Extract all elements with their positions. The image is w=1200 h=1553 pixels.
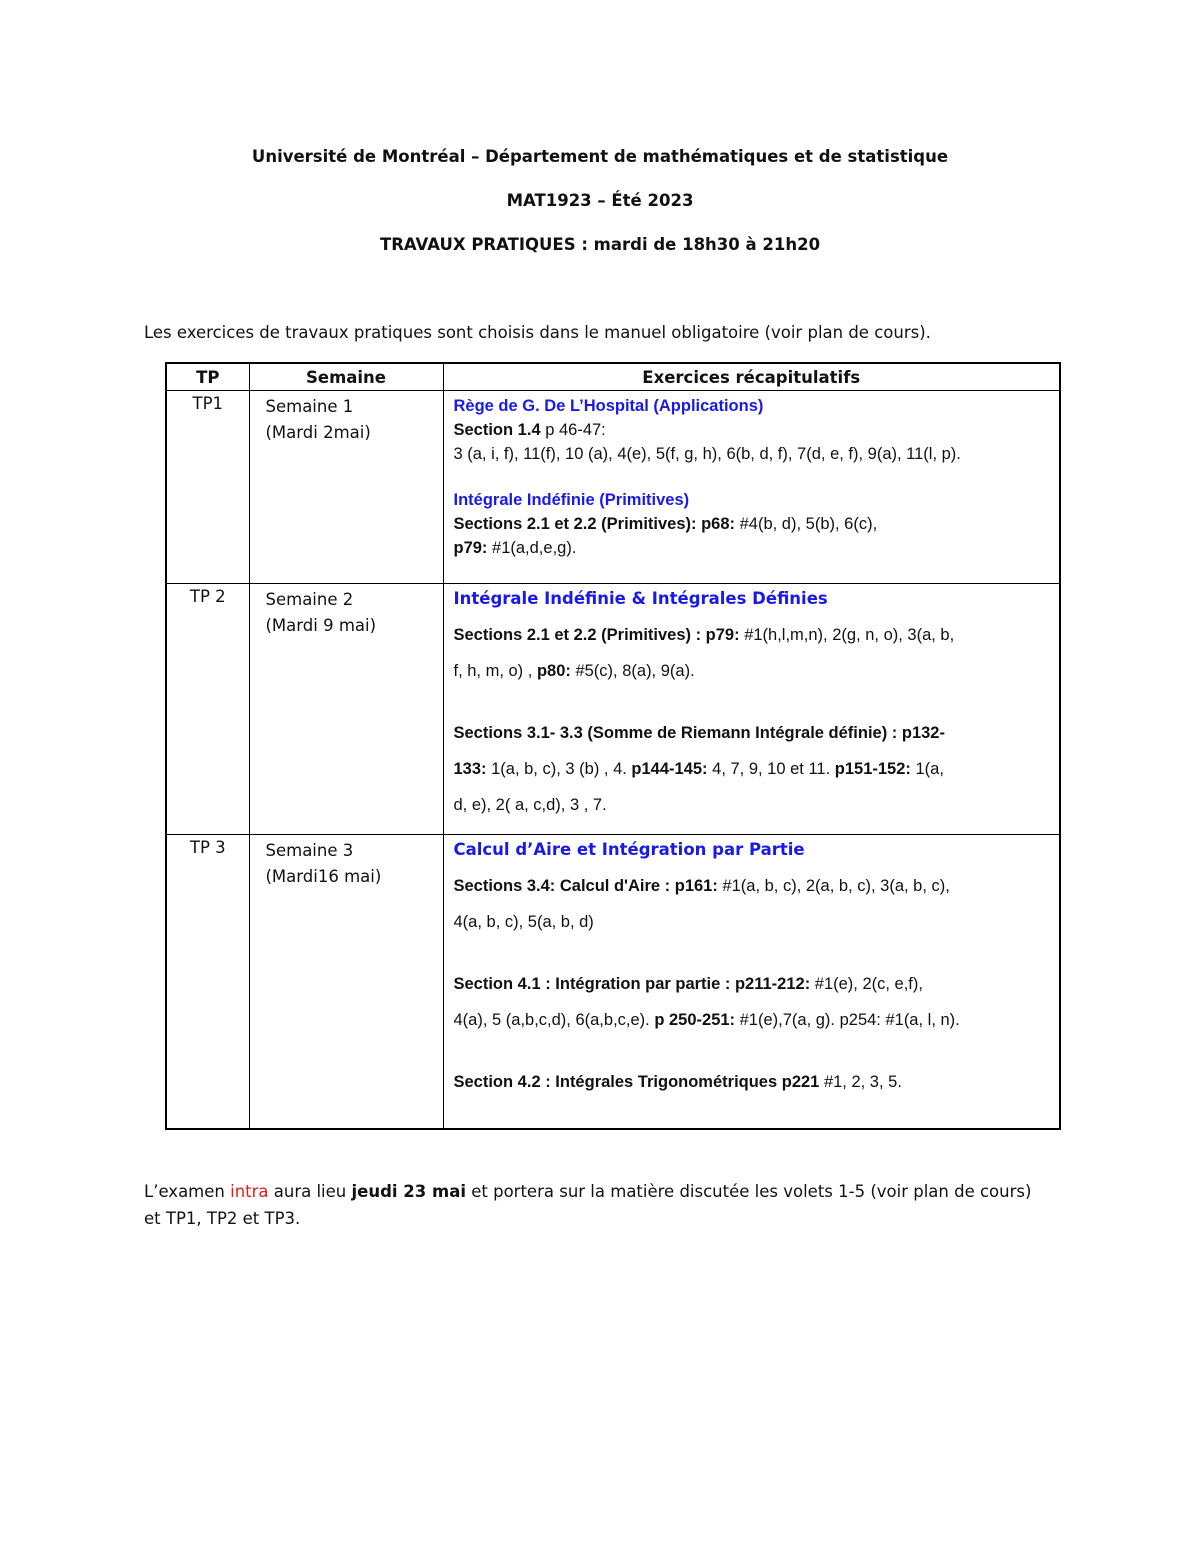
- page-ref: p151-152:: [834, 759, 911, 778]
- exam-date: jeudi 23 mai: [351, 1182, 466, 1201]
- exercises-cell: [443, 834, 1060, 1129]
- section-ref: Section 1.4: [453, 420, 541, 439]
- week-label: Semaine 1: [265, 396, 354, 416]
- header-semaine: Semaine: [249, 363, 443, 390]
- exercise-list: 4(a), 5 (a,b,c,d), 6(a,b,c,e).: [453, 1010, 655, 1029]
- exercises-table: [165, 362, 1061, 1130]
- week-cell: [249, 583, 443, 834]
- week-cell: [249, 834, 443, 1129]
- table-row: [166, 390, 1060, 583]
- exam-text: L’examen: [144, 1182, 231, 1201]
- topic-title: Intégrale Indéfinie & Intégrales Définies: [453, 588, 828, 608]
- exercise-list: 3 (a, i, f), 11(f), 10 (a), 4(e), 5(f, g, h), 6(b, d, f), 7(d, e, f), 9(a), 11(l, p).: [453, 444, 961, 463]
- page-ref: 133:: [453, 759, 487, 778]
- week-date: (Mardi 9 mai): [265, 615, 377, 635]
- exercises-cell: [443, 390, 1060, 583]
- section-ref: Section 4.1 : Intégration par partie : p211-212:: [453, 974, 811, 993]
- exam-text: et portera sur la matière discutée les volets 1-5 (voir plan de cours) et TP1, TP2 et TP3.: [144, 1182, 1032, 1228]
- week-date: (Mardi 2mai): [265, 422, 371, 442]
- header-course: MAT1923 – Été 2023: [506, 191, 694, 210]
- exercise-list: #1(h,l,m,n), 2(g, n, o), 3(a, b,: [739, 625, 955, 644]
- topic-title: Calcul d’Aire et Intégration par Partie: [453, 839, 805, 859]
- intro-paragraph: Les exercices de travaux pratiques sont choisis dans le manuel obligatoire (voir plan de cours).: [144, 323, 931, 342]
- exercise-list: 4, 7, 9, 10 et 11.: [707, 759, 835, 778]
- exercises-cell: [443, 583, 1060, 834]
- header-schedule: TRAVAUX PRATIQUES : mardi de 18h30 à 21h20: [379, 235, 821, 254]
- header-tp: TP: [166, 363, 249, 390]
- table-header-row: [166, 363, 1060, 390]
- exercise-list: 1(a,: [910, 759, 944, 778]
- week-label: Semaine 3: [265, 840, 354, 860]
- table-row: [166, 834, 1060, 1129]
- exercise-list: #1(e), 2(c, e,f),: [810, 974, 923, 993]
- pages-ref: p 46-47:: [540, 420, 606, 439]
- exercise-list: f, h, m, o) ,: [453, 661, 537, 680]
- exercise-list: d, e), 2( a, c,d), 3 , 7.: [453, 795, 607, 814]
- exercise-list: #1(e),7(a, g). p254: #1(a, l, n).: [735, 1010, 960, 1029]
- header-exercices: Exercices récapitulatifs: [443, 363, 1060, 390]
- section-ref: Sections 2.1 et 2.2 (Primitives) : p79:: [453, 625, 740, 644]
- exam-paragraph: [144, 1178, 1044, 1232]
- exercise-list: #5(c), 8(a), 9(a).: [570, 661, 695, 680]
- exam-text: aura lieu: [268, 1182, 352, 1201]
- tp-cell: TP1: [166, 390, 249, 583]
- page-ref: p144-145:: [631, 759, 708, 778]
- section-ref: Sections 2.1 et 2.2 (Primitives): p68:: [453, 514, 736, 533]
- exercise-list: #1(a,d,e,g).: [487, 538, 577, 557]
- section-ref: Sections 3.4: Calcul d'Aire : p161:: [453, 876, 718, 895]
- tp-cell: TP 3: [166, 834, 249, 1129]
- page-ref: p 250-251:: [654, 1010, 736, 1029]
- exercise-list: #1, 2, 3, 5.: [819, 1072, 902, 1091]
- week-label: Semaine 2: [265, 589, 354, 609]
- exercise-list: #4(b, d), 5(b), 6(c),: [735, 514, 878, 533]
- exam-intra-word: intra: [230, 1182, 269, 1201]
- tp-cell: TP 2: [166, 583, 249, 834]
- topic-title: Intégrale Indéfinie (Primitives): [453, 490, 690, 509]
- exercise-list: 4(a, b, c), 5(a, b, d): [453, 912, 594, 931]
- page-ref: p80:: [536, 661, 571, 680]
- topic-title: Rège de G. De L’Hospital (Applications): [453, 396, 764, 415]
- section-ref: Sections 3.1- 3.3 (Somme de Riemann Intégrale définie) : p132-: [453, 723, 945, 742]
- table-row: [166, 583, 1060, 834]
- section-ref: Section 4.2 : Intégrales Trigonométriques p221: [453, 1072, 820, 1091]
- exercise-list: 1(a, b, c), 3 (b) , 4.: [486, 759, 632, 778]
- header-university: Université de Montréal – Département de mathématiques et de statistique: [251, 147, 949, 166]
- week-cell: [249, 390, 443, 583]
- page-ref: p79:: [453, 538, 488, 557]
- week-date: (Mardi16 mai): [265, 866, 382, 886]
- exercise-list: #1(a, b, c), 2(a, b, c), 3(a, b, c),: [717, 876, 950, 895]
